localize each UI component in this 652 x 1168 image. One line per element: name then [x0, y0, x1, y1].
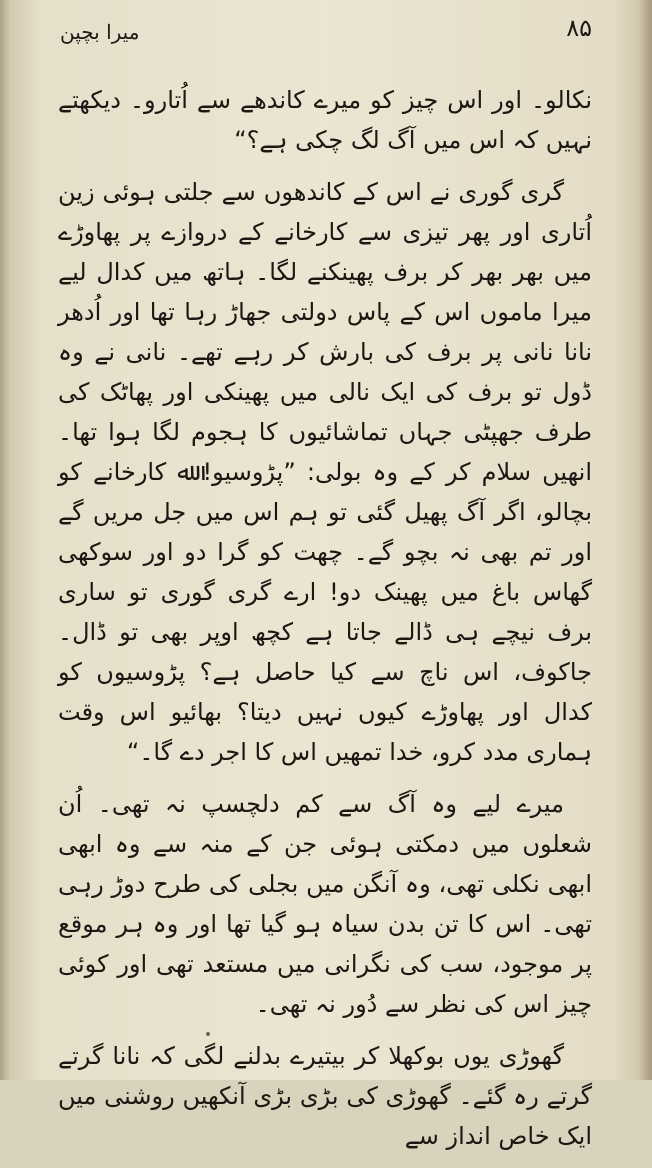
body-text [58, 80, 592, 1168]
paragraph: نکالو۔ اور اس چیز کو میرے کاندھے سے اُتارو۔ دیکھتے نہیں کہ اس میں آگ لگ چکی ہے؟“ [58, 86, 592, 154]
paragraph: میرے لیے وہ آگ سے کم دلچسپ نہ تھی۔ اُن شعلوں میں دمکتی ہوئی جن کے منہ سے وہ ابھی ابھی نکلی تھی، وہ آنگن میں بجلی کی طرح دوڑ رہی تھی۔ اس کا تن بدن سیاہ ہو گیا تھا اور وہ ہر موقع پر موجود، سب کی نگرانی میں مستعد تھی اور کوئی چیز اس کی نظر سے دُور نہ تھی۔ [58, 790, 592, 1018]
running-title: میرا بچپن [60, 20, 140, 44]
paragraph: گھوڑی یوں بوکھلا کر بیتیرے بدلنے لگی کہ نانا گرتے گرتے رہ گئے۔ گھوڑی کی بڑی بڑی آنکھیں روشنی میں ایک خاص انداز سے [58, 1042, 592, 1150]
paragraph: گری گوری نے اس کے کاندھوں سے جلتی ہوئی زین اُتاری اور پھر تیزی سے کارخانے کے دروازے پر پھاوڑے میں بھر بھر کر برف پھینکنے لگا۔ ہاتھ میں کدال لیے میرا ماموں اس کے پاس دولتی جھاڑ رہا تھا اور اُدھر نانا نانی پر برف کی بارش کر رہے تھے۔ نانی نے وہ ڈول تو برف کی ایک نالی میں پھینکی اور پھاٹک کی طرف جھپٹی جہاں تماشائیوں کا ہجوم لگا ہوا تھا۔ انھیں سلام کر کے وہ بولی: ”پڑوسیو! ﷲ کارخانے کو بچالو، اگر آگ پھیل گئی تو ہم اس میں جل مریں گے اور تم بھی نہ بچو گے۔ چھت کو گرا دو اور سوکھی گھاس باغ میں پھینک دو! ارے گری گوری تو ساری برف نیچے ہی ڈالے جاتا ہے کچھ اوپر بھی تو ڈال۔ جاکوف، اس ناچ سے کیا حاصل ہے؟ پڑوسیوں کو کدال اور پھاوڑے کیوں نہیں دیتا؟ بھائیو اس وقت ہماری مدد کرو، خدا تمھیں اس کا اجر دے گا۔“ [58, 178, 592, 766]
page-shadow-left [0, 0, 10, 1080]
page-shadow-right [638, 0, 652, 1080]
paper-speck [206, 1032, 210, 1036]
page-header [60, 14, 592, 54]
page-number: ۸۵ [566, 14, 592, 42]
